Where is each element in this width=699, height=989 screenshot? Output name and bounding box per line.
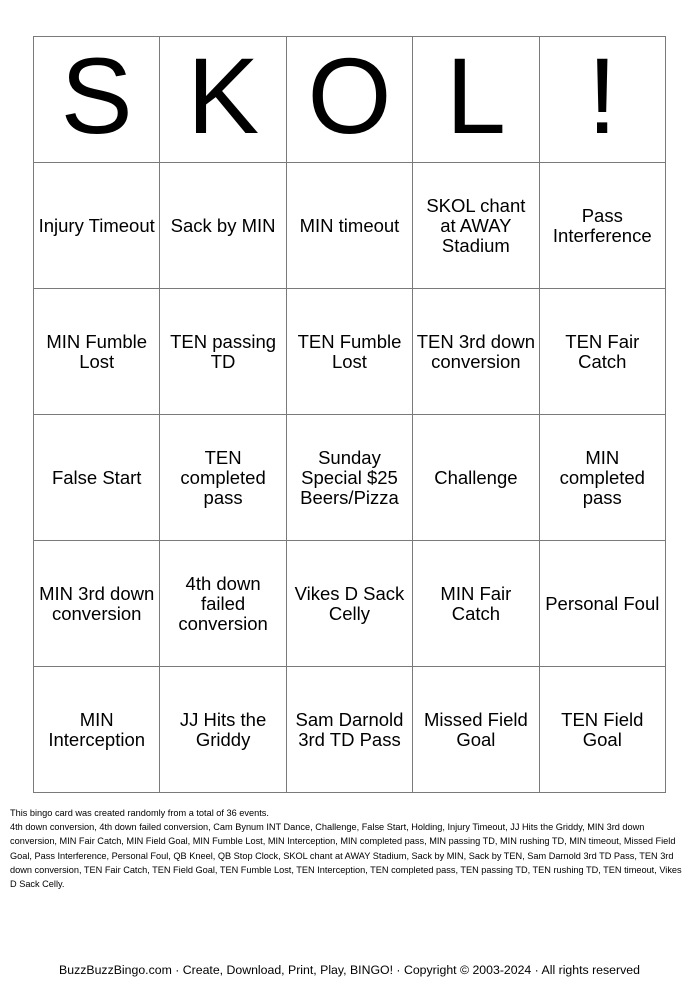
header-letter: L <box>413 37 539 163</box>
card-cell: SKOL chant at AWAY Stadium <box>413 163 539 289</box>
card-cell: MIN Interception <box>34 667 160 793</box>
card-row <box>34 541 666 667</box>
card-cell: Vikes D Sack Celly <box>286 541 412 667</box>
card-row <box>34 289 666 415</box>
card-cell: MIN completed pass <box>539 415 665 541</box>
card-row <box>34 163 666 289</box>
card-cell: TEN Fumble Lost <box>286 289 412 415</box>
card-info <box>10 806 682 891</box>
card-cell: Sunday Special $25 Beers/Pizza <box>286 415 412 541</box>
card-cell: Injury Timeout <box>34 163 160 289</box>
card-row <box>34 667 666 793</box>
card-cell: JJ Hits the Griddy <box>160 667 286 793</box>
card-cell: TEN passing TD <box>160 289 286 415</box>
info-event-list: 4th down conversion, 4th down failed conversion, Cam Bynum INT Dance, Challenge, False Start, Holding, Injury Timeout, JJ Hits the Griddy, MIN 3rd down conversion, MIN Fair Catch, MIN Field Goal, MIN Fumble Lost, MIN Interception, MIN completed pass, MIN passing TD, MIN rushing TD, MIN timeout, Missed Field Goal, Pass Interference, Personal Foul, QB Kneel, QB Stop Clock, SKOL chant at AWAY Stadium, Sack by MIN, Sack by TEN, Sam Darnold 3rd TD Pass, TEN 3rd down conversion, TEN Fair Catch, TEN Field Goal, TEN Fumble Lost, TEN Interception, TEN completed pass, TEN passing TD, TEN rushing TD, TEN timeout, Vikes D Sack Celly. <box>10 822 682 890</box>
card-cell: MIN Fair Catch <box>413 541 539 667</box>
card-cell: Pass Interference <box>539 163 665 289</box>
card-cell: Sam Darnold 3rd TD Pass <box>286 667 412 793</box>
card-cell: False Start <box>34 415 160 541</box>
card-cell: TEN 3rd down conversion <box>413 289 539 415</box>
card-cell: MIN 3rd down conversion <box>34 541 160 667</box>
card-cell: Missed Field Goal <box>413 667 539 793</box>
card-row <box>34 415 666 541</box>
card-cell: TEN completed pass <box>160 415 286 541</box>
card-cell: Challenge <box>413 415 539 541</box>
card-cell: TEN Field Goal <box>539 667 665 793</box>
card-cell: MIN Fumble Lost <box>34 289 160 415</box>
header-letter: K <box>160 37 286 163</box>
info-intro: This bingo card was created randomly from a total of 36 events. <box>10 808 269 818</box>
header-letter: S <box>34 37 160 163</box>
header-letter: ! <box>539 37 665 163</box>
card-cell: 4th down failed conversion <box>160 541 286 667</box>
card-cell: TEN Fair Catch <box>539 289 665 415</box>
card-cell: Sack by MIN <box>160 163 286 289</box>
card-cell: Personal Foul <box>539 541 665 667</box>
header-letter: O <box>286 37 412 163</box>
bingo-card <box>33 36 666 793</box>
card-cell: MIN timeout <box>286 163 412 289</box>
header-row <box>34 37 666 163</box>
footer-text: BuzzBuzzBingo.com · Create, Download, Print, Play, BINGO! · Copyright © 2003-2024 · All rights reserved <box>59 963 640 977</box>
